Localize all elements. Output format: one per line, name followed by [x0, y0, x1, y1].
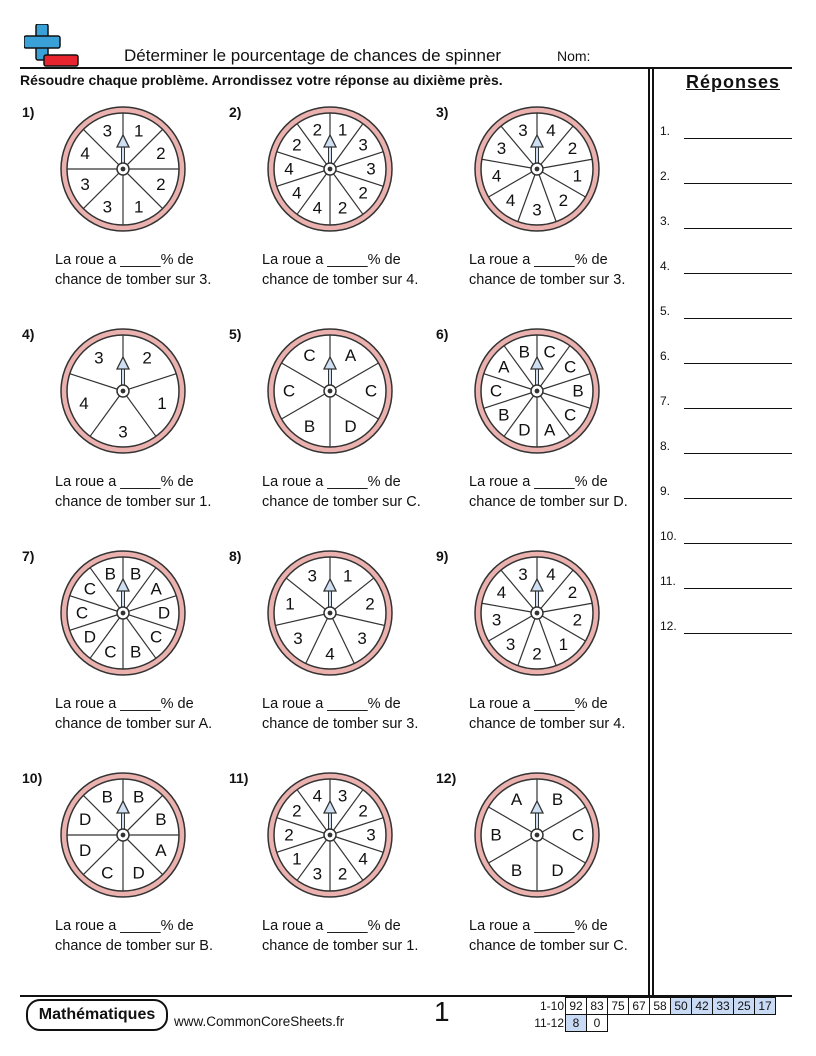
score-key-cell: 75 [607, 997, 629, 1015]
spinner-segment-label: 3 [532, 200, 542, 220]
question-line: chance de tomber sur 3. [469, 272, 626, 288]
question-line: La roue a _____% de [55, 252, 194, 268]
spinner-segment-label: 1 [133, 197, 144, 217]
question-line: chance de tomber sur 1. [55, 494, 212, 510]
spinner-segment-label: 1 [292, 849, 302, 869]
question-line: La roue a _____% de [55, 474, 194, 490]
spinner-segment-label: C [564, 357, 577, 377]
problem-number: 10) [22, 770, 43, 786]
question-line: La roue a _____% de [55, 918, 194, 934]
spinner [58, 326, 188, 456]
spinner-segment-label: B [133, 787, 145, 807]
spinner-segment-label: 2 [312, 120, 323, 140]
spinner-segment-label: B [551, 789, 564, 809]
spinner-segment-label: B [155, 809, 167, 829]
spinner-segment-label: A [344, 345, 357, 365]
logo-icon [24, 24, 80, 68]
spinner-segment-label: C [364, 381, 378, 401]
spinner [58, 104, 188, 234]
problem [22, 326, 228, 526]
problem [229, 770, 435, 970]
question-line: La roue a _____% de [469, 696, 608, 712]
spinner-segment-label: B [490, 825, 502, 845]
page-number: 1 [434, 996, 450, 1027]
spinner-segment-label: 2 [558, 190, 569, 210]
problem-question [262, 916, 418, 956]
problem [229, 326, 435, 526]
spinner-segment-label: 3 [312, 864, 323, 884]
answer-line[interactable] [660, 439, 792, 459]
spinner-segment-label: C [101, 863, 114, 883]
answer-line[interactable] [660, 484, 792, 504]
answer-number: 1. [660, 124, 671, 138]
spinner-segment-label: 2 [567, 583, 578, 602]
spinner-segment-label: B [101, 787, 113, 807]
spinner-segment-label: 4 [546, 564, 556, 584]
problem [436, 104, 642, 304]
spinner-segment-label: B [518, 342, 531, 362]
spinner-segment-label: 3 [518, 120, 528, 140]
answer-line[interactable] [660, 529, 792, 549]
spinner-segment-label: D [344, 417, 357, 437]
question-line: chance de tomber sur 4. [469, 716, 626, 732]
header-divider [20, 67, 792, 69]
spinner-segment-label: B [129, 564, 142, 584]
answer-blank[interactable] [684, 588, 792, 589]
problem-question [55, 250, 211, 290]
spinner-segment-label: 3 [366, 825, 376, 845]
question-line: La roue a _____% de [262, 696, 401, 712]
problem-number: 12) [436, 770, 457, 786]
spinner-segment-label: 2 [358, 801, 368, 821]
spinner-segment-label: 2 [284, 825, 294, 845]
problem-question [262, 694, 418, 734]
spinner-segment-label: D [132, 863, 145, 883]
brand-badge: Mathématiques [26, 999, 168, 1031]
problem-number: 6) [436, 326, 449, 342]
question-line: La roue a _____% de [262, 918, 401, 934]
answer-line[interactable] [660, 574, 792, 594]
problem-number: 8) [229, 548, 242, 564]
answer-line[interactable] [660, 619, 792, 639]
spinner [472, 104, 602, 234]
answer-number: 10. [660, 529, 677, 543]
answer-blank[interactable] [684, 183, 792, 184]
spinner [265, 548, 395, 678]
spinner-segment-label: 4 [284, 159, 294, 179]
spinner [265, 770, 395, 900]
spinner-segment-label: 1 [337, 120, 348, 140]
answer-line[interactable] [660, 349, 792, 369]
question-line: chance de tomber sur D. [469, 494, 628, 510]
problem [436, 770, 642, 970]
problem-number: 3) [436, 104, 449, 120]
spinner-segment-label: 3 [293, 629, 303, 649]
spinner-segment-label: D [157, 603, 171, 623]
spinner-segment-label: 4 [496, 583, 507, 602]
spinner-segment-label: D [551, 861, 564, 881]
spinner [472, 770, 602, 900]
problem-number: 5) [229, 326, 242, 342]
spinner-segment-label: B [510, 861, 523, 881]
problem-question [469, 916, 628, 956]
spinner [58, 770, 188, 900]
spinner-segment-label: D [83, 627, 96, 647]
question-line: La roue a _____% de [262, 474, 401, 490]
spinner-segment-label: 3 [491, 610, 502, 630]
answer-number: 12. [660, 619, 677, 633]
spinner-segment-label: 3 [357, 629, 367, 649]
problem-number: 11) [229, 770, 249, 786]
spinner-segment-label: A [155, 841, 167, 861]
spinner-segment-label: 3 [518, 564, 528, 584]
problem-number: 9) [436, 548, 449, 564]
answer-line[interactable] [660, 304, 792, 324]
question-line: chance de tomber sur C. [262, 494, 421, 510]
problem-number: 7) [22, 548, 35, 564]
spinner-segment-label: 4 [505, 190, 516, 210]
spinner-segment-label: 3 [505, 634, 516, 654]
spinner-segment-label: 4 [312, 198, 323, 218]
answer-column-divider [648, 67, 650, 996]
spinner-segment-label: A [150, 579, 162, 599]
problem [229, 104, 435, 304]
spinner-segment-label: 2 [365, 594, 375, 614]
question-line: La roue a _____% de [469, 252, 608, 268]
spinner-segment-label: 2 [567, 139, 578, 158]
spinner-segment-label: 3 [366, 159, 376, 179]
answers-title: Réponses [686, 72, 781, 92]
score-key-cell: 25 [733, 997, 755, 1015]
answer-number: 9. [660, 484, 671, 498]
spinner-segment-label: 2 [156, 143, 166, 163]
score-key-cell: 83 [586, 997, 608, 1015]
answer-line[interactable] [660, 124, 792, 144]
problem-question [469, 472, 628, 512]
answer-blank[interactable] [684, 363, 792, 364]
problem-question [469, 694, 625, 734]
spinner-segment-label: 1 [133, 121, 144, 141]
page-title: Déterminer le pourcentage de chances de spinner [124, 46, 502, 65]
spinner-segment-label: C [83, 579, 96, 599]
question-line: La roue a _____% de [469, 918, 608, 934]
problem-question [469, 250, 625, 290]
spinner-segment-label: B [303, 417, 316, 437]
spinner-segment-label: A [543, 420, 556, 440]
problem-question [55, 472, 211, 512]
spinner-segment-label: 3 [307, 566, 317, 586]
answer-number: 3. [660, 214, 671, 228]
spinner-segment-label: C [104, 642, 117, 662]
score-key-cell: 42 [691, 997, 713, 1015]
problem [436, 326, 642, 526]
spinner-segment-label: 4 [358, 849, 368, 869]
spinner-segment-label: C [150, 627, 163, 647]
problem-question [262, 250, 418, 290]
problem [436, 548, 642, 748]
spinner-segment-label: 2 [292, 801, 302, 821]
answer-line[interactable] [660, 259, 792, 279]
spinner-segment-label: C [543, 342, 556, 362]
question-line: chance de tomber sur 3. [262, 716, 419, 732]
answer-blank[interactable] [684, 498, 792, 499]
spinner-segment-label: 3 [496, 139, 507, 158]
spinner-segment-label: C [303, 345, 316, 365]
spinner-segment-label: 2 [358, 183, 368, 203]
spinner-segment-label: D [78, 841, 92, 861]
score-key-cell: 33 [712, 997, 734, 1015]
answer-blank[interactable] [684, 453, 792, 454]
answer-line[interactable] [660, 394, 792, 414]
spinner-segment-label: 4 [80, 143, 90, 163]
spinner-segment-label: 4 [491, 166, 502, 186]
spinner-segment-label: 2 [292, 135, 302, 155]
problem [22, 104, 228, 304]
spinner-segment-label: 2 [142, 348, 152, 368]
spinner-segment-label: 1 [285, 594, 295, 614]
answer-blank[interactable] [684, 543, 792, 544]
spinner-segment-label: 3 [102, 121, 113, 141]
spinner-segment-label: 2 [156, 175, 166, 195]
spinner-segment-label: 1 [343, 566, 353, 586]
spinner-segment-label: C [564, 405, 577, 425]
score-key-cell: 17 [754, 997, 776, 1015]
spinner-segment-label: 4 [546, 120, 556, 140]
question-line: chance de tomber sur 1. [262, 938, 419, 954]
answer-number: 6. [660, 349, 671, 363]
question-line: chance de tomber sur 4. [262, 272, 419, 288]
score-key-cell: 58 [649, 997, 671, 1015]
spinner [472, 326, 602, 456]
answer-number: 7. [660, 394, 671, 408]
spinner-segment-label: C [282, 381, 296, 401]
spinner-segment-label: D [78, 809, 92, 829]
answer-number: 2. [660, 169, 671, 183]
spinner [58, 548, 188, 678]
score-key-cell: 67 [628, 997, 650, 1015]
spinner-segment-label: 4 [79, 394, 89, 414]
spinner-segment-label: 3 [94, 348, 104, 368]
answer-number: 11. [660, 574, 676, 588]
problem-question [262, 472, 421, 512]
spinner-segment-label: B [498, 405, 510, 425]
spinner [265, 326, 395, 456]
spinner-segment-label: B [104, 564, 117, 584]
spinner-segment-label: A [498, 357, 510, 377]
spinner-segment-label: 4 [312, 786, 323, 806]
spinner-segment-label: 3 [118, 422, 128, 442]
problem-question [55, 916, 213, 956]
spinner-segment-label: 2 [532, 644, 542, 664]
answer-number: 4. [660, 259, 671, 273]
problem [22, 770, 228, 970]
spinner-segment-label: 4 [292, 183, 302, 203]
question-line: La roue a _____% de [55, 696, 194, 712]
answer-number: 5. [660, 304, 671, 318]
instructions: Résoudre chaque problème. Arrondissez votre réponse au dixième près. [20, 72, 503, 88]
score-key-label: 1-10 [539, 999, 564, 1013]
spinner-segment-label: 3 [337, 786, 348, 806]
spinner [265, 104, 395, 234]
spinner-segment-label: 3 [102, 197, 113, 217]
spinner-segment-label: B [129, 642, 142, 662]
problem-question [55, 694, 212, 734]
answer-blank[interactable] [684, 138, 792, 139]
problem-number: 1) [22, 104, 35, 120]
answer-line[interactable] [660, 169, 792, 189]
answer-number: 8. [660, 439, 671, 453]
score-key-cell: 0 [586, 1014, 608, 1032]
answer-blank[interactable] [684, 273, 792, 274]
spinner-segment-label: D [518, 420, 531, 440]
question-line: La roue a _____% de [469, 474, 608, 490]
problem [22, 548, 228, 748]
spinner-segment-label: B [572, 381, 584, 401]
spinner-segment-label: 1 [572, 166, 583, 186]
spinner-segment-label: C [571, 825, 585, 845]
answer-blank[interactable] [684, 408, 792, 409]
spinner-segment-label: 2 [337, 198, 348, 218]
score-key-cell: 50 [670, 997, 692, 1015]
problem [229, 548, 435, 748]
problem-number: 2) [229, 104, 242, 120]
spinner-segment-label: 3 [80, 175, 90, 195]
question-line: chance de tomber sur 3. [55, 272, 212, 288]
question-line: chance de tomber sur B. [55, 938, 213, 954]
spinner-segment-label: 2 [572, 610, 583, 630]
question-line: chance de tomber sur A. [55, 716, 213, 732]
spinner-segment-label: C [75, 603, 89, 623]
score-key-cell: 92 [565, 997, 587, 1015]
spinner-segment-label: 4 [325, 644, 335, 664]
spinner-segment-label: A [510, 789, 523, 809]
score-key-label: 11-12 [534, 1016, 564, 1030]
spinner-segment-label: 3 [358, 135, 368, 155]
answer-column-divider-inner [652, 67, 654, 996]
score-key-cell: 8 [565, 1014, 587, 1032]
spinner-segment-label: 1 [157, 394, 167, 414]
name-label: Nom: [557, 48, 591, 64]
problem-number: 4) [22, 326, 35, 342]
spinner-segment-label: 1 [558, 634, 569, 654]
question-line: chance de tomber sur C. [469, 938, 628, 954]
spinner-segment-label: C [489, 381, 503, 401]
spinner-segment-label: 2 [337, 864, 348, 884]
spinner [472, 548, 602, 678]
answer-blank[interactable] [684, 228, 792, 229]
site-url: www.CommonCoreSheets.fr [174, 1014, 345, 1029]
answer-line[interactable] [660, 214, 792, 234]
question-line: La roue a _____% de [262, 252, 401, 268]
answer-blank[interactable] [684, 633, 792, 634]
answer-blank[interactable] [684, 318, 792, 319]
